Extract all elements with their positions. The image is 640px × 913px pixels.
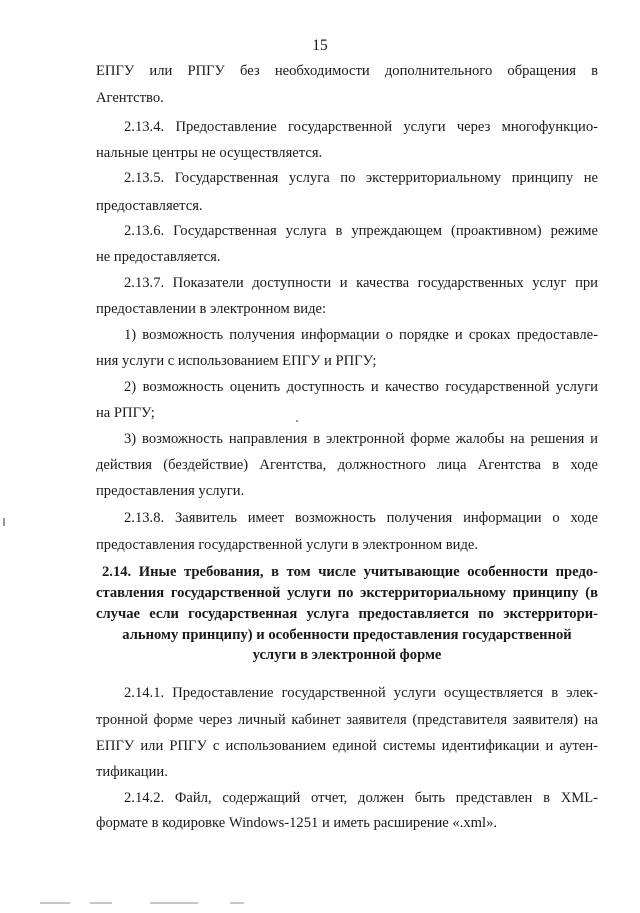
paragraph-line: ЕПГУ или РПГУ без необходимости дополнительного обращения в xyxy=(96,63,598,79)
paragraph-line: 2.14.2. Файл, содержащий отчет, должен быть представлен в XML- xyxy=(124,790,598,806)
scan-mark xyxy=(3,518,5,526)
paragraph-line: предоставления услуги. xyxy=(96,483,245,499)
paragraph-line: 2) возможность оценить доступность и качество государственной услуги xyxy=(124,379,598,395)
paragraph-line: предоставления государственной услуги в электронном виде. xyxy=(96,537,479,553)
page-number: 15 xyxy=(312,37,328,54)
section-heading-line: ставления государственной услуги по экстерриториальному принципу (в xyxy=(96,585,598,601)
section-heading-line: альному принципу) и особенности предоставления государственной xyxy=(122,627,572,643)
paragraph-line: тификации. xyxy=(96,764,168,780)
paragraph-line: нальные центры не осуществляется. xyxy=(96,145,323,161)
paragraph-line: предоставлении в электронном виде: xyxy=(96,301,327,317)
paragraph-line: 2.14.1. Предоставление государственной услуги осуществляется в элек- xyxy=(124,685,598,701)
paragraph-line: 1) возможность получения информации о порядке и сроках предоставле- xyxy=(124,327,598,343)
section-heading-line: случае если государственная услуга предоставляется по экстерритори- xyxy=(96,606,598,622)
paragraph-line: 2.13.8. Заявитель имеет возможность получения информации о ходе xyxy=(124,510,598,526)
scan-edge-noise xyxy=(0,902,640,913)
paragraph-line: 2.13.5. Государственная услуга по экстерриториальному принципу не xyxy=(124,170,598,186)
paragraph-line: предоставляется. xyxy=(96,198,203,214)
paragraph-line: ния услуги с использованием ЕПГУ и РПГУ; xyxy=(96,353,377,369)
scan-mark xyxy=(296,420,298,422)
paragraph-line: 2.13.6. Государственная услуга в упреждающем (проактивном) режиме xyxy=(124,223,598,239)
paragraph-line: 2.13.7. Показатели доступности и качества государственных услуг при xyxy=(124,275,598,291)
section-heading-line: 2.14. Иные требования, в том числе учитывающие особенности предо- xyxy=(102,564,598,580)
paragraph-line: тронной форме через личный кабинет заявителя (представителя заявителя) на xyxy=(96,712,598,728)
paragraph-line: формате в кодировке Windows-1251 и иметь расширение «.xml». xyxy=(96,815,498,831)
paragraph-line: ЕПГУ или РПГУ с использованием единой системы идентификации и аутен- xyxy=(96,738,598,754)
paragraph-line: не предоставляется. xyxy=(96,249,221,265)
section-heading-line: услуги в электронной форме xyxy=(252,647,442,663)
paragraph-line: действия (бездействие) Агентства, должностного лица Агентства в ходе xyxy=(96,457,598,473)
paragraph-line: на РПГУ; xyxy=(96,405,155,421)
paragraph-line: Агентство. xyxy=(96,90,164,106)
paragraph-line: 2.13.4. Предоставление государственной услуги через многофункцио- xyxy=(124,119,598,135)
paragraph-line: 3) возможность направления в электронной форме жалобы на решения и xyxy=(124,431,598,447)
